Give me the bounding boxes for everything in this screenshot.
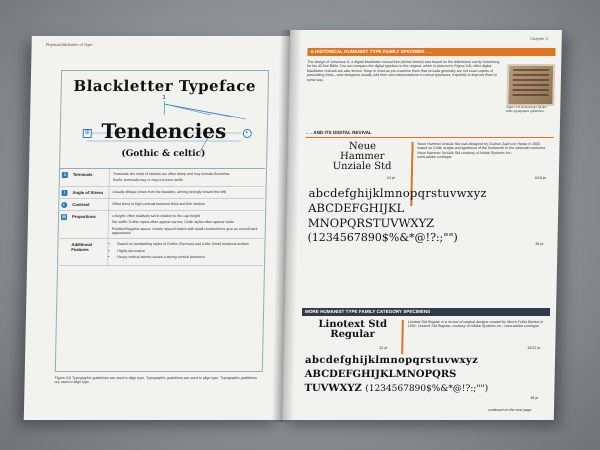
feature-description: Terminals: the ends of strokes are often sharp and may include flourishes Serifs: terminals may or may not have serifs [109,169,265,186]
feature-row-angle-of-stress [58,187,264,199]
illustration-subtitle: (Gothic & celtic) [121,149,206,159]
right-running-head: Chapter 3 [530,36,548,41]
feature-row-additional [57,239,264,265]
font2-uppercase-2: TUVWXYZ (1234567890$%&*@!?:;"") [304,383,489,394]
feature-row-contrast [58,199,264,211]
contrast-marker-icon: ◐ [243,129,252,138]
open-book [24,12,563,424]
feature-label: Contrast [72,201,90,207]
font1-lowercase: abcdefghijklmnopqrstuvwxyz [308,186,487,200]
feature-label: Terminals [72,172,93,177]
illustration-word: Tendencies [101,119,227,143]
font1-note: Neue Hammer Unziale Std was designed by Gudrun Zapf-von Hesse in 2003 based on Celtic scripts and typefaces of the fourteenth to the sixteenth centuries. Neue Hammer Unziale Std courtesy of Adobe Systems Inc.; www.adobe.com/type. [417,142,547,160]
font1-uppercase-2: MNOPQRSTUVWXYZ [307,216,435,230]
proportions-marker-icon: ⊞ [83,129,92,138]
section-rule [306,137,554,138]
font2-size: 32 pt [379,346,388,350]
section-body: The design of Johannes G. a digital blackletter revival font (shown below) was based on the letterforms cut by Gutenberg for his 42-line Bible. You can compare the digital typeface to the original, which is pictured in Figure 3-8; other digital blackletter revivals are also shown. Keep in mind as you examine them that revivals generally are not exact copies of preexisting fonts—new designers usually add their own interpretations to revival typefaces, hopefully to improve them in some way. [306,60,500,82]
font2-name: Linotext Std Regular [318,319,388,340]
font1-size-note: 6/10 pt [534,176,546,180]
continued-note: continued on the next page [487,408,532,412]
feature-description: Often there is high contrast between thick and thin strokes [108,199,264,210]
font1-size: 24 pt [386,176,395,180]
image-caption: Figure 3-8 Gutenberg's 42-line Bible typographic guidelines. [506,105,547,113]
left-page [24,36,290,420]
terminal-marker-icon: 1 [162,95,166,101]
font2-lowercase: abcdefghijklmnopqrstuvwxyz [304,355,479,366]
feature-label: Angle of Stress [72,189,104,195]
angle-of-stress-icon: \ [61,190,67,196]
font1-figures: (1234567890$%&*@!?:;"") [307,231,458,244]
font1-uppercase-1: ABCDEFGHIJKL [308,201,405,215]
feature-row-proportions [58,211,265,240]
feature-description: x-height: often relatively tall in relation to the cap height Set width: Gothic styles often appear narrow, Celtic styles often appear wider Positive/Negative space: closely spaced letters with small counterforms give an overall dark appearance [108,211,265,239]
font2-note: Linotext Std Regular is a revival of original designs created by Morris Fuller Benton in 1901. Linotext Std Regular, courtesy of Adobe Systems Inc.; www.adobe.com/type. [407,320,544,329]
left-running-head: Physical Attributes of Type [45,42,93,47]
section-header-historical: A HISTORICAL HUMANIST TYPE FAMILY SPECIMEN . . . [307,48,555,56]
feature-row-terminals [59,169,265,187]
feature-label: Additional Features [71,242,92,253]
figure-caption: Figure 3-6 Typographic guidelines are used to align type. Typographic guidelines are used to align type. Typographic guidelines are used to align type. [54,376,257,385]
feature-description: • Based on handwriting styles of Gothic (German) and Celtic (Irish) medieval scribes • Highly decorative • Heavy vertical stems causes a strong vertical presence [107,239,264,264]
font2-size-note: 10/12 pt [527,346,541,350]
feature-description: Usually oblique (rises from the baseline, aiming strongly toward the left) [108,187,264,198]
terminals-icon: 1 [63,172,67,178]
proportions-icon: ⊞ [61,213,67,220]
right-page [282,30,562,420]
section-header-revival: . . . AND ITS DIGITAL REVIVAL [305,130,372,135]
font1-size-large: 36 pt [535,242,544,246]
font2-uppercase-1: ABCDEFGHIJKLMNOPQRS [304,369,457,380]
feature-label: Proportions [71,213,96,219]
font1-name: Neue Hammer Unziale Std [332,141,392,172]
bible-page-image [506,64,555,106]
section-header-more: MORE HUMANIST TYPE FAMILY CATEGORY SPECIMENS [302,308,550,316]
illustration-title: Blackletter Typeface [73,77,257,95]
contrast-icon: ◐ [62,201,66,208]
features-table [57,168,265,266]
font2-figures: (1234567890$%&*@!?:;"") [365,384,489,394]
font2-size-large: 38 pt [530,396,539,400]
accent-bar [401,320,404,354]
